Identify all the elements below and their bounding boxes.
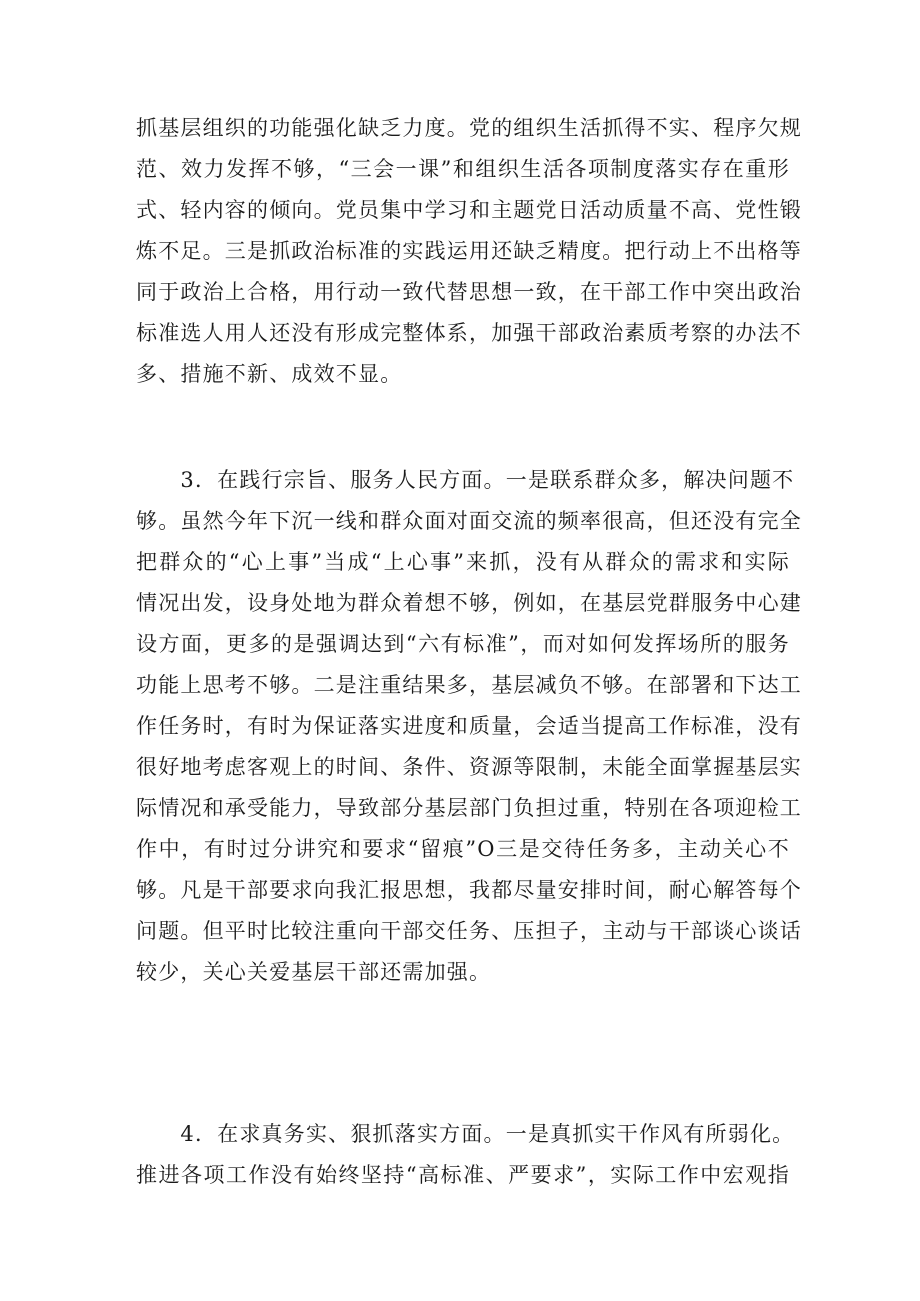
text-line: 问题。但平时比较注重向干部交任务、压担子，主动与干部谈心谈话 — [136, 919, 802, 943]
text-line: 多、措施不新、成效不显。 — [136, 362, 403, 386]
text-line: 范、效力发挥不够，“三会一课”和组织生活各项制度落实存在重形 — [136, 157, 790, 181]
paragraph-serving-people — [136, 460, 802, 993]
text-line: 同于政治上合格，用行动一致代替思想一致，在干部工作中突出政治 — [136, 280, 802, 304]
text-line: 设方面，更多的是强调达到“六有标准”，而对如何发挥场所的服务 — [136, 632, 790, 656]
text-line: 推进各项工作没有始终坚持“高标准、严要求”，实际工作中宏观指 — [136, 1163, 790, 1187]
text-line: 4．在求真务实、狠抓落实方面。一是真抓实干作风有所弱化。 — [136, 1122, 795, 1146]
text-line: 较少，关心关爱基层干部还需加强。 — [136, 960, 492, 984]
text-line: 情况出发，设身处地为群众着想不够，例如，在基层党群服务中心建 — [136, 591, 802, 615]
text-line: 够。凡是干部要求向我汇报思想，我都尽量安排时间，耐心解答每个 — [136, 878, 802, 902]
text-line: 抓基层组织的功能强化缺乏力度。党的组织生活抓得不实、程序欠规 — [136, 116, 802, 140]
paragraph-organization-life — [136, 108, 802, 395]
text-line: 际情况和承受能力，导致部分基层部门负担过重，特别在各项迎检工 — [136, 796, 802, 820]
text-line: 式、轻内容的倾向。党员集中学习和主题党日活动质量不高、党性锻 — [136, 198, 802, 222]
paragraph-pragmatic-implementation — [136, 1114, 795, 1196]
text-line: 3．在践行宗旨、服务人民方面。一是联系群众多，解决问题不 — [136, 468, 795, 492]
text-line: 够。虽然今年下沉一线和群众面对面交流的频率很高，但还没有完全 — [136, 509, 802, 533]
text-line: 功能上思考不够。二是注重结果多，基层减负不够。在部署和下达工 — [136, 673, 802, 697]
text-line: 标准选人用人还没有形成完整体系，加强干部政治素质考察的办法不 — [136, 321, 802, 345]
text-line: 作中，有时过分讲究和要求“留痕”O三是交待任务多，主动关心不 — [136, 837, 790, 861]
text-line: 炼不足。三是抓政治标准的实践运用还缺乏精度。把行动上不出格等 — [136, 239, 802, 263]
text-line: 很好地考虑客观上的时间、条件、资源等限制，未能全面掌握基层实 — [136, 755, 802, 779]
text-line: 作任务时，有时为保证落实进度和质量，会适当提高工作标准，没有 — [136, 714, 802, 738]
text-line: 把群众的“心上事”当成“上心事”来抓，没有从群众的需求和实际 — [136, 550, 790, 574]
